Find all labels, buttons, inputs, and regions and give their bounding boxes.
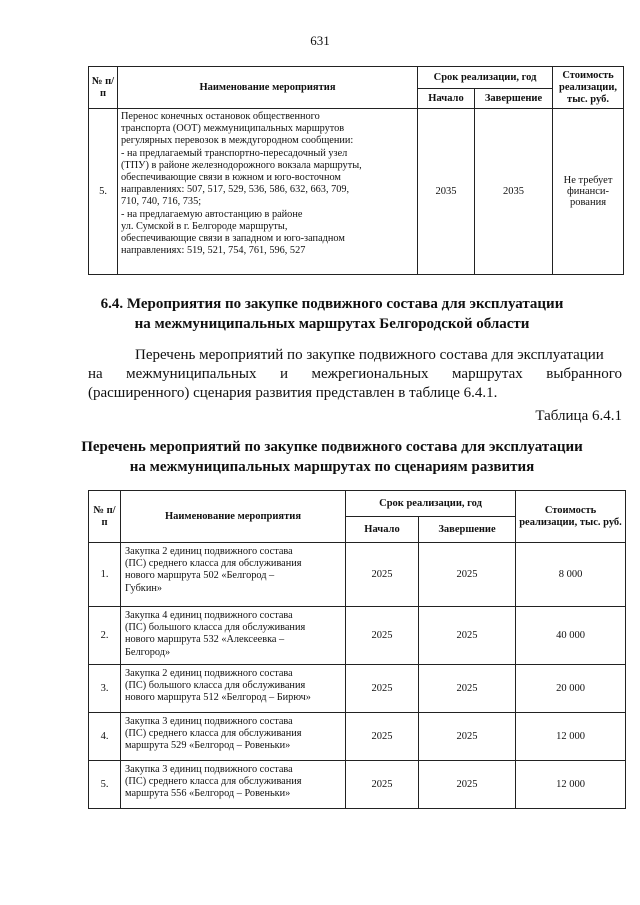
row-num: 4. [89,713,121,761]
row-num: 5. [89,109,118,275]
row-end: 2025 [419,761,516,809]
row-start: 2025 [346,713,419,761]
section-heading [40,294,624,334]
desc-line: (ТПУ) в районе железнодорожного вокзала маршруты, [121,159,362,171]
desc-line: маршрута 556 «Белгород – Ровеньки» [125,788,291,800]
desc-line: направлениях: 507, 517, 529, 536, 586, 632, 663, 709, [121,184,350,196]
row-cost: 20 000 [516,665,626,713]
col-header-cost: Стоимость реализации, тыс. руб. [553,67,624,109]
desc-line: (ПС) большого класса для обслуживания [125,622,306,634]
row-start: 2025 [346,607,419,665]
col-header-name: Наименование мероприятия [118,67,418,109]
row-start: 2025 [346,665,419,713]
table-row [89,665,626,713]
para-word: на [88,366,103,382]
col-header-end: Завершение [419,517,516,543]
cost-line: рования [569,197,607,208]
row-end: 2025 [419,713,516,761]
row-description [118,109,418,275]
desc-line: нового маршрута 532 «Алексеевка – [125,634,285,646]
row-end: 2035 [475,109,553,275]
row-num: 3. [89,665,121,713]
row-description [121,665,346,713]
para-line: (расширенного) сценария развития представлен в таблице 6.4.1. [88,385,498,401]
desc-line: регулярных перевозок в междугородном сообщении: [121,135,354,147]
col-header-period: Срок реализации, год [346,491,516,517]
table-row [89,761,626,809]
row-cost [553,109,624,275]
table-label: Таблица 6.4.1 [535,408,622,424]
desc-line: Закупка 3 единиц подвижного состава [125,716,293,727]
desc-line: ул. Сумской в г. Белгороде маршруты, [121,220,288,232]
row-cost: 40 000 [516,607,626,665]
row-cost: 8 000 [516,543,626,607]
table-row [89,607,626,665]
continued-table [88,66,624,275]
desc-line: нового маршрута 502 «Белгород – [125,570,275,582]
desc-line: обеспечивающие связи в южном и юго-восточном [121,172,341,184]
table-title [40,437,624,477]
desc-line: транспорта (ООТ) межмуниципальных маршрутов [121,123,345,135]
desc-line: направлениях: 519, 521, 754, 761, 596, 527 [121,245,306,257]
row-cost: 12 000 [516,761,626,809]
col-header-start: Начало [346,517,419,543]
row-description [121,543,346,607]
main-table [88,490,626,809]
row-description [121,761,346,809]
row-end: 2025 [419,543,516,607]
row-description [121,607,346,665]
para-word: маршрутах [452,366,523,382]
row-description [121,713,346,761]
page-number: 631 [310,33,330,48]
col-header-cost: Стоимость реализации, тыс. руб. [516,491,626,543]
section-paragraph [88,346,622,403]
row-num: 5. [89,761,121,809]
para-line [88,365,622,384]
para-word: межмуниципальных [126,366,257,382]
desc-line: Белгород» [125,646,171,658]
col-header-end: Завершение [475,89,553,109]
row-end: 2025 [419,665,516,713]
desc-line: Закупка 2 единиц подвижного состава [125,668,293,679]
desc-line: Губкин» [125,582,162,594]
para-word: выбранного [546,366,623,382]
row-start: 2025 [346,761,419,809]
desc-line: Закупка 4 единиц подвижного состава [125,610,293,621]
desc-line: Перенос конечных остановок общественного [121,111,320,122]
title-line: Перечень мероприятий по закупке подвижного состава для эксплуатации [81,439,583,455]
row-end: 2025 [419,607,516,665]
col-header-num: № п/п [89,491,121,543]
table-row [89,713,626,761]
col-header-num: № п/п [89,67,118,109]
row-start: 2035 [418,109,475,275]
heading-line: 6.4. Мероприятия по закупке подвижного состава для эксплуатации [100,296,564,312]
col-header-period: Срок реализации, год [418,67,553,89]
desc-line: Закупка 3 единиц подвижного состава [125,764,293,775]
col-header-name: Наименование мероприятия [121,491,346,543]
desc-line: маршрута 529 «Белгород – Ровеньки» [125,740,291,752]
para-word: межрегиональных [311,366,429,382]
row-start: 2025 [346,543,419,607]
desc-line: - на предлагаемый транспортно-пересадочный узел [121,147,348,159]
table-row [89,543,626,607]
desc-line: (ПС) среднего класса для обслуживания [125,728,302,740]
cost-line: финанси- [566,186,610,197]
para-line: Перечень мероприятий по закупке подвижного состава для эксплуатации [135,347,604,363]
cost-line: Не требует [563,175,613,186]
desc-line: нового маршрута 512 «Белгород – Бирюч» [125,692,311,704]
desc-line: 710, 740, 716, 735; [121,196,202,208]
heading-line: на межмуниципальных маршрутах Белгородской области [134,316,530,332]
row-num: 2. [89,607,121,665]
desc-line: (ПС) большого класса для обслуживания [125,680,306,692]
col-header-start: Начало [418,89,475,109]
desc-line: (ПС) среднего класса для обслуживания [125,776,302,788]
row-cost: 12 000 [516,713,626,761]
row-num: 1. [89,543,121,607]
desc-line: (ПС) среднего класса для обслуживания [125,558,302,570]
title-line: на межмуниципальных маршрутах по сценариям развития [129,459,535,475]
desc-line: обеспечивающие связи в западном и юго-западном [121,233,345,245]
para-word: и [279,366,288,382]
table-row [89,109,624,275]
desc-line: Закупка 2 единиц подвижного состава [125,546,293,557]
desc-line: - на предлагаемую автостанцию в районе [121,208,303,220]
